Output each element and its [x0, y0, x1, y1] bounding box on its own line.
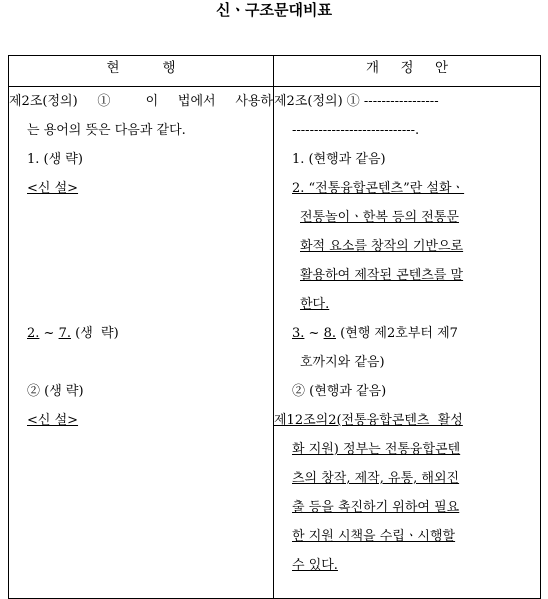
- amended-text: 츠의 창작, 제작, 유통, 해외진: [292, 471, 460, 486]
- revised-line: 제2조(정의) ① -----------------: [274, 94, 439, 109]
- amended-text: 한다.: [300, 297, 330, 312]
- amended-text: 제12조의2(전통융합콘텐츠 활성: [274, 413, 463, 428]
- revised-line: 호까지와 같음): [300, 355, 385, 370]
- revised-line: ----------------------------.: [292, 123, 420, 138]
- amended-text: 활용하여 제작된 콘텐츠를 말: [300, 268, 464, 283]
- body-row: [9, 87, 541, 599]
- amended-text: 2. “전통융합콘텐츠”란 설화ㆍ: [292, 181, 465, 196]
- new-provision-marker: <신 설>: [27, 181, 79, 196]
- amended-text: 수 있다.: [292, 558, 338, 573]
- revised-text-cell: [274, 87, 541, 599]
- amended-text: 출 등을 촉진하기 위하여 필요: [292, 500, 460, 515]
- current-line: 1. (생 략): [27, 152, 83, 167]
- header-current: 현 행: [9, 56, 274, 87]
- revised-line: 3. ~ 8. (현행 제2호부터 제7: [292, 326, 458, 341]
- header-revised: 개 정 안: [274, 56, 541, 87]
- amended-text: 전통놀이ㆍ한복 등의 전통문: [300, 210, 459, 225]
- document-title: 신ㆍ구조문대비표: [216, 1, 332, 19]
- amended-text: 한 지원 시책을 수립ㆍ시행할: [292, 529, 456, 544]
- amended-text: 화적 요소를 창작의 기반으로: [300, 239, 464, 254]
- new-provision-marker: <신 설>: [27, 413, 79, 428]
- current-line: 2. ~ 7. (생 략): [27, 326, 119, 341]
- current-line: 는 용어의 뜻은 다음과 같다.: [27, 123, 186, 138]
- revised-line: 1. (현행과 같음): [292, 152, 386, 167]
- revised-line: ② (현행과 같음): [292, 384, 387, 399]
- current-line: 제2조(정의) ① 이 법에서 사용하: [9, 94, 273, 109]
- amended-text: 화 지원) 정부는 전통융합콘텐: [292, 442, 461, 457]
- header-row: [9, 56, 541, 87]
- comparison-table: [8, 55, 541, 599]
- current-line: ② (생 략): [27, 384, 84, 399]
- current-text-cell: [9, 87, 274, 599]
